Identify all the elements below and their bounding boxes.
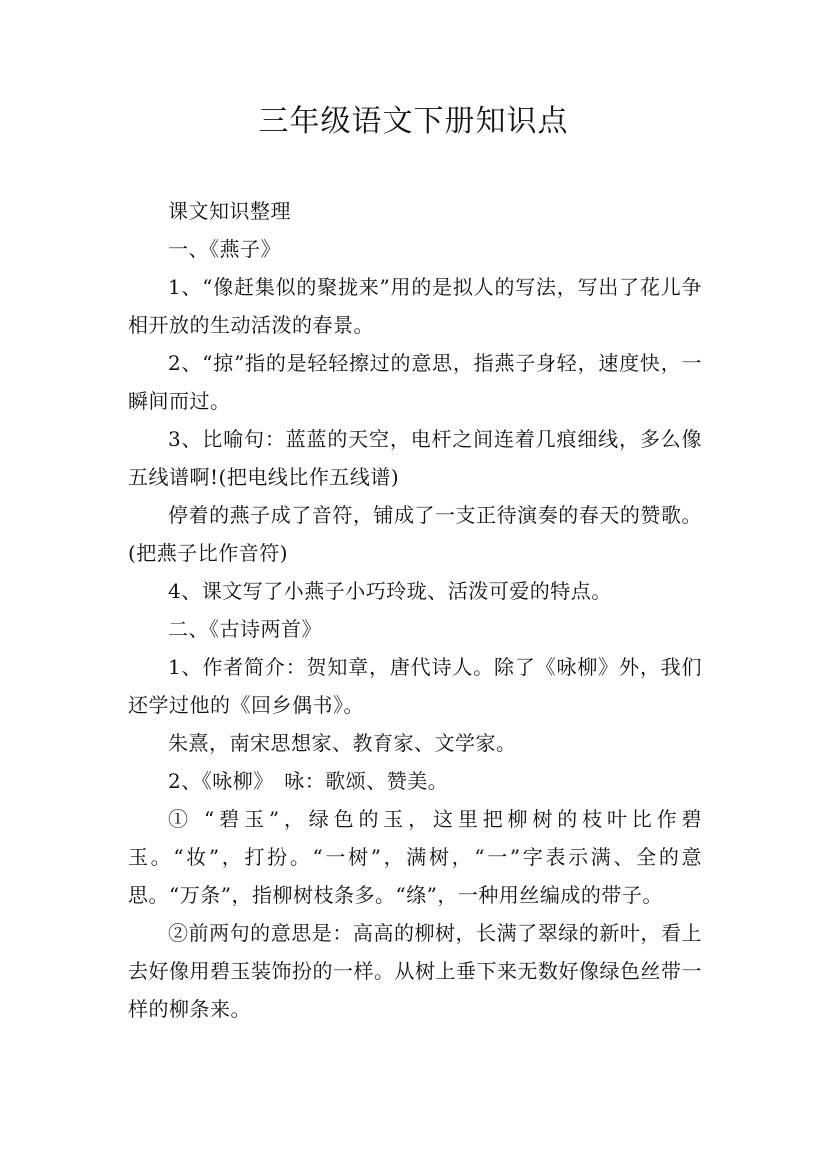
- lesson-heading: 一、《燕子》: [168, 237, 281, 261]
- paragraph: 朱熹，南宋思想家、教育家、文学家。: [168, 731, 517, 755]
- paragraph: ②前两句的意思是：高高的柳树，长满了翠绿的新叶，看上去好像用碧玉装饰扮的一样。从树上垂下来无数好像绿色丝带一样的柳条来。: [128, 921, 702, 1021]
- section-heading: 课文知识整理: [168, 199, 291, 223]
- paragraph: 4、课文写了小燕子小巧玲珑、活泼可爱的特点。: [168, 579, 612, 603]
- paragraph: 停着的燕子成了音符，铺成了一支正待演奏的春天的赞歌。(把燕子比作音符): [128, 503, 702, 565]
- paragraph: 1、作者简介：贺知章，唐代诗人。除了《咏柳》外，我们还学过他的《回乡偶书》。: [128, 655, 702, 717]
- paragraph: ① “碧玉”，绿色的玉，这里把柳树的枝叶比作碧玉。“妆”，打扮。“一树”，满树，“一”字表示满、全的意思。“万条”，指柳树枝条多。“绦”，一种用丝编成的带子。: [128, 807, 702, 907]
- paragraph: 3、比喻句：蓝蓝的天空，电杆之间连着几痕细线，多么像五线谱啊!(把电线比作五线谱): [128, 427, 702, 489]
- paragraph: 2、《咏柳》 咏：歌颂、赞美。: [168, 769, 449, 793]
- paragraph: 1、“像赶集似的聚拢来”用的是拟人的写法，写出了花儿争相开放的生动活泼的春景。: [128, 275, 702, 337]
- lesson-heading: 二、《古诗两首》: [168, 617, 322, 641]
- paragraph: 2、“掠”指的是轻轻擦过的意思，指燕子身轻，速度快，一瞬间而过。: [128, 351, 702, 413]
- document-body: [128, 192, 702, 1028]
- page-title: 三年级语文下册知识点: [258, 104, 569, 139]
